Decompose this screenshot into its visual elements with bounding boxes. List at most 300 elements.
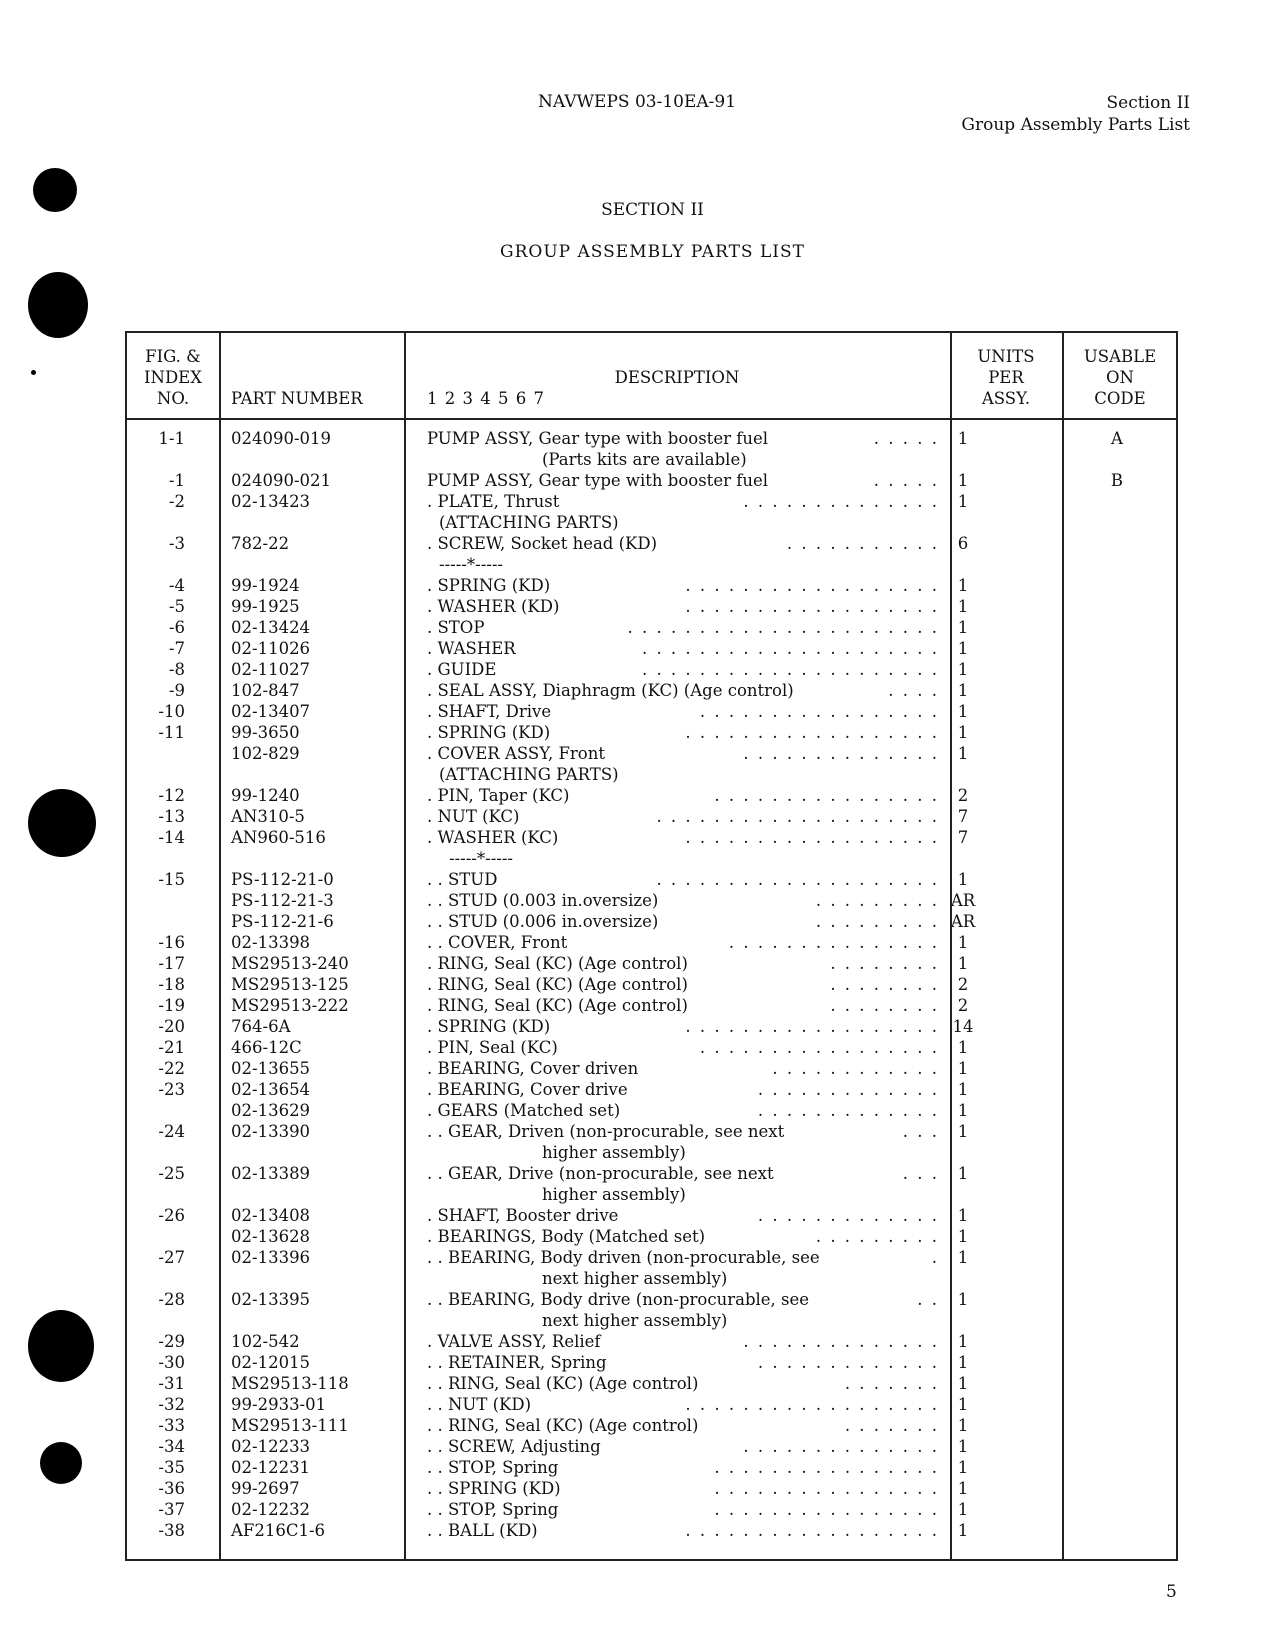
units-per-assy: 1 (957, 1038, 969, 1057)
part-number: 02-11027 (231, 660, 311, 679)
leader-dots: . (931, 1248, 939, 1267)
description (427, 743, 939, 764)
description-text: -----*----- (439, 555, 504, 574)
description (427, 1457, 939, 1478)
table-row (127, 1520, 1176, 1541)
part-number: 99-1240 (231, 786, 300, 805)
units-per-assy: 1 (957, 933, 969, 952)
table-row (127, 848, 1176, 869)
table-row (127, 974, 1176, 995)
index-number: -1 (168, 471, 185, 490)
punch-hole (40, 1442, 82, 1484)
description (427, 1352, 939, 1373)
description (427, 701, 939, 722)
description-text: . . SCREW, Adjusting (427, 1437, 601, 1456)
leader-dots: . . . . . . . . . . . (786, 534, 939, 553)
leader-dots: . . . . . . . . . . . . . (757, 1101, 939, 1120)
description (427, 596, 939, 617)
units-per-assy: 1 (957, 1206, 969, 1225)
description (427, 1163, 939, 1184)
description-text: . RING, Seal (KC) (Age control) (427, 954, 688, 973)
description-text: next higher assembly) (542, 1269, 728, 1288)
leader-dots: . . . . . . . . . . . . . . . . . . (685, 828, 939, 847)
description (427, 512, 939, 533)
description (427, 1121, 939, 1142)
table-row (127, 722, 1176, 743)
description-text: (ATTACHING PARTS) (439, 513, 619, 532)
index-number: -37 (158, 1500, 185, 1519)
units-per-assy: 1 (957, 744, 969, 763)
table-row (127, 1100, 1176, 1121)
description (427, 764, 939, 785)
units-per-assy: 1 (957, 1122, 969, 1141)
description (427, 1478, 939, 1499)
table-row (127, 533, 1176, 554)
index-number: -24 (158, 1122, 185, 1141)
leader-dots: . . . . . . . . . (815, 912, 939, 931)
description (427, 533, 939, 554)
leader-dots: . . . . . . . . . . . . (772, 1059, 939, 1078)
description (427, 1058, 939, 1079)
description-text: . . COVER, Front (427, 933, 568, 952)
part-number: 02-13395 (231, 1290, 311, 1309)
part-number: 024090-021 (231, 471, 332, 490)
description (427, 575, 939, 596)
table-row (127, 1268, 1176, 1289)
description-text: . WASHER (427, 639, 516, 658)
part-number: 102-847 (231, 681, 300, 700)
table-row (127, 1184, 1176, 1205)
table-row (127, 827, 1176, 848)
part-number: MS29513-111 (231, 1416, 349, 1435)
index-number: -2 (168, 492, 185, 511)
description-text: . BEARING, Cover drive (427, 1080, 628, 1099)
description-text: . . RETAINER, Spring (427, 1353, 607, 1372)
description-text: . . NUT (KD) (427, 1395, 532, 1414)
leader-dots: . . . . . (873, 471, 939, 490)
leader-dots: . . . . . . . . (830, 996, 939, 1015)
description-text: . GEARS (Matched set) (427, 1101, 621, 1120)
description (427, 974, 939, 995)
page-number: 5 (1166, 1582, 1177, 1602)
table-row (127, 1373, 1176, 1394)
table-row (127, 1499, 1176, 1520)
units-per-assy: 1 (957, 1353, 969, 1372)
index-number: -11 (158, 723, 185, 742)
description-text: . BEARING, Cover driven (427, 1059, 639, 1078)
leader-dots: . . . . . . . . . . . . . . . . . . (685, 597, 939, 616)
description (427, 1142, 939, 1163)
leader-dots: . . . . . . . . . . . . . . . . . . (685, 1017, 939, 1036)
description-text: . SPRING (KD) (427, 576, 551, 595)
part-number: AF216C1-6 (231, 1521, 326, 1540)
table-row (127, 1310, 1176, 1331)
header-description: DESCRIPTION (614, 368, 740, 387)
leader-dots: . . . . . . . . . . . . . . (743, 1332, 939, 1351)
table-row (127, 701, 1176, 722)
index-number: -13 (158, 807, 185, 826)
units-per-assy: 14 (952, 1017, 974, 1036)
units-per-assy: 1 (957, 1521, 969, 1540)
leader-dots: . . . . . . . (844, 1416, 939, 1435)
header-units-per-assy: UNITS PER ASSY. (977, 347, 1035, 408)
table-row (127, 1121, 1176, 1142)
units-per-assy: 1 (957, 1227, 969, 1246)
description-text: . PLATE, Thrust (427, 492, 560, 511)
part-number: 02-13407 (231, 702, 311, 721)
description (427, 1520, 939, 1541)
index-number: -33 (158, 1416, 185, 1435)
table-row (127, 1457, 1176, 1478)
table-row (127, 1415, 1176, 1436)
table-row (127, 680, 1176, 701)
table-row (127, 785, 1176, 806)
description (427, 785, 939, 806)
leader-dots: . . (917, 1290, 939, 1309)
units-per-assy: 2 (957, 786, 969, 805)
table-row (127, 1205, 1176, 1226)
description-text: . PIN, Seal (KC) (427, 1038, 558, 1057)
description-text: . SPRING (KD) (427, 1017, 551, 1036)
part-number: PS-112-21-3 (231, 891, 334, 910)
index-number: -4 (168, 576, 185, 595)
leader-dots: . . . . (888, 681, 939, 700)
leader-dots: . . . (902, 1122, 939, 1141)
leader-dots: . . . . . . . . . . . . . . . . . (699, 1038, 939, 1057)
units-per-assy: 1 (957, 597, 969, 616)
units-per-assy: 1 (957, 1101, 969, 1120)
description (427, 869, 939, 890)
description (427, 806, 939, 827)
index-number: -27 (158, 1248, 185, 1267)
description (427, 1289, 939, 1310)
leader-dots: . . . . . . . . . (815, 1227, 939, 1246)
table-row (127, 617, 1176, 638)
units-per-assy: 1 (957, 723, 969, 742)
units-per-assy: 1 (957, 618, 969, 637)
part-number: 02-11026 (231, 639, 311, 658)
part-number: 02-13396 (231, 1248, 311, 1267)
leader-dots: . . . . . . . . . . . . . . . . . . . . . . (627, 618, 939, 637)
index-number: -22 (158, 1059, 185, 1078)
index-number: -6 (168, 618, 185, 637)
description (427, 1016, 939, 1037)
units-per-assy: 1 (957, 1164, 969, 1183)
description-text: higher assembly) (542, 1143, 686, 1162)
description (427, 1499, 939, 1520)
leader-dots: . . . . . . . . . . . . . . (743, 1437, 939, 1456)
leader-dots: . . . . . . . . . . . . . . . . . . . . . (641, 639, 939, 658)
part-number: MS29513-222 (231, 996, 349, 1015)
description (427, 491, 939, 512)
units-per-assy: 1 (957, 492, 969, 511)
part-number: 024090-019 (231, 429, 332, 448)
part-number: 02-13655 (231, 1059, 311, 1078)
index-number: -18 (158, 975, 185, 994)
header-index: FIG. & INDEX NO. (144, 347, 202, 408)
description-text: . SHAFT, Drive (427, 702, 552, 721)
description (427, 1436, 939, 1457)
part-number: 99-2697 (231, 1479, 300, 1498)
table-row (127, 1037, 1176, 1058)
header-part-number: PART NUMBER (231, 389, 363, 408)
index-number: -3 (168, 534, 185, 553)
index-number: -19 (158, 996, 185, 1015)
leader-dots: . . . . . . . . . . . . . . . . (714, 1479, 939, 1498)
table-row (127, 1436, 1176, 1457)
index-number: -23 (158, 1080, 185, 1099)
description-text: . SEAL ASSY, Diaphragm (KC) (Age control) (427, 681, 794, 700)
units-per-assy: 1 (957, 1458, 969, 1477)
part-number: 99-1925 (231, 597, 300, 616)
units-per-assy: 2 (957, 975, 969, 994)
description-text: . . BEARING, Body driven (non-procurable, see (427, 1248, 820, 1267)
table-body (127, 428, 1176, 1541)
table-row (127, 995, 1176, 1016)
description (427, 554, 939, 575)
running-header (961, 92, 1190, 136)
table-row (127, 1163, 1176, 1184)
index-number: -36 (158, 1479, 185, 1498)
part-number: 466-12C (231, 1038, 302, 1057)
units-per-assy: 1 (957, 471, 969, 490)
description-text: higher assembly) (542, 1185, 686, 1204)
description (427, 638, 939, 659)
leader-dots: . . . . . . . . . . . . . . . . (714, 1500, 939, 1519)
leader-dots: . . . . . (873, 429, 939, 448)
section-label: Section II (1106, 93, 1190, 113)
table-row (127, 1352, 1176, 1373)
units-per-assy: 1 (957, 429, 969, 448)
units-per-assy: 1 (957, 1416, 969, 1435)
description-text: PUMP ASSY, Gear type with booster fuel (427, 471, 768, 490)
index-number: -29 (158, 1332, 185, 1351)
units-per-assy: 1 (957, 1479, 969, 1498)
part-number: 99-1924 (231, 576, 300, 595)
description-text: . . GEAR, Driven (non-procurable, see next (427, 1122, 785, 1141)
table-row (127, 596, 1176, 617)
description-text: . VALVE ASSY, Relief (427, 1332, 601, 1351)
description (427, 995, 939, 1016)
page-title: GROUP ASSEMBLY PARTS LIST (500, 242, 805, 262)
units-per-assy: 6 (957, 534, 969, 553)
index-number: -38 (158, 1521, 185, 1540)
header-divider (127, 418, 1176, 420)
description (427, 848, 939, 869)
index-number: -26 (158, 1206, 185, 1225)
table-row (127, 764, 1176, 785)
description (427, 1415, 939, 1436)
table-row (127, 1058, 1176, 1079)
index-number: -10 (158, 702, 185, 721)
leader-dots: . . . . . . . . (830, 975, 939, 994)
leader-dots: . . . . . . . . . . . . . . (743, 492, 939, 511)
document-number: NAVWEPS 03-10EA-91 (538, 92, 737, 112)
units-per-assy: 1 (957, 1080, 969, 1099)
punch-hole (28, 272, 88, 338)
table-row (127, 554, 1176, 575)
leader-dots: . . . . . . . . (830, 954, 939, 973)
table-row (127, 1478, 1176, 1499)
description (427, 1310, 939, 1331)
units-per-assy: 1 (957, 1395, 969, 1414)
part-number: 02-13424 (231, 618, 311, 637)
description (427, 911, 939, 932)
units-per-assy: 7 (957, 828, 969, 847)
leader-dots: . . . . . . . . . . . . . . . . (714, 786, 939, 805)
part-number: 02-13389 (231, 1164, 311, 1183)
leader-dots: . . . . . . . . . . . . . . . . (714, 1458, 939, 1477)
part-number: 02-13654 (231, 1080, 311, 1099)
index-number: -35 (158, 1458, 185, 1477)
table-row (127, 449, 1176, 470)
table-row (127, 911, 1176, 932)
units-per-assy: 1 (957, 1332, 969, 1351)
table-row (127, 1079, 1176, 1100)
table-row (127, 428, 1176, 449)
index-number: -5 (168, 597, 185, 616)
part-number: PS-112-21-6 (231, 912, 334, 931)
index-number: -30 (158, 1353, 185, 1372)
index-number: -12 (158, 786, 185, 805)
description-text: . RING, Seal (KC) (Age control) (427, 975, 688, 994)
usable-on-code: B (1110, 471, 1124, 490)
description (427, 722, 939, 743)
header-usable-on-code: USABLE ON CODE (1083, 347, 1157, 408)
description (427, 1226, 939, 1247)
table-row (127, 1226, 1176, 1247)
description-text: . GUIDE (427, 660, 497, 679)
units-per-assy: 1 (957, 954, 969, 973)
description-text: (ATTACHING PARTS) (439, 765, 619, 784)
table-row (127, 659, 1176, 680)
index-number: -20 (158, 1017, 185, 1036)
description-text: . . STUD (0.003 in.oversize) (427, 891, 659, 910)
leader-dots: . . . . . . . . . . . . . . . . . . (685, 1521, 939, 1540)
description (427, 932, 939, 953)
part-number: 02-12231 (231, 1458, 311, 1477)
description-text: . . STUD (0.006 in.oversize) (427, 912, 659, 931)
units-per-assy: 1 (957, 1500, 969, 1519)
units-per-assy: 1 (957, 681, 969, 700)
leader-dots: . . . . . . . . . . . . . . . . . (699, 702, 939, 721)
table-row (127, 1331, 1176, 1352)
table-row (127, 491, 1176, 512)
description-text: . SPRING (KD) (427, 723, 551, 742)
table-row (127, 470, 1176, 491)
leader-dots: . . . . . . . (844, 1374, 939, 1393)
description (427, 827, 939, 848)
part-number: 02-13398 (231, 933, 311, 952)
section-subtitle: Group Assembly Parts List (961, 115, 1190, 135)
description (427, 470, 939, 491)
index-number: -34 (158, 1437, 185, 1456)
index-number: -8 (168, 660, 185, 679)
units-per-assy: 1 (957, 576, 969, 595)
part-number: MS29513-118 (231, 1374, 349, 1393)
units-per-assy: 1 (957, 1374, 969, 1393)
index-number: -17 (158, 954, 185, 973)
leader-dots: . . . . . . . . . . . . . . . . . . . . . (641, 660, 939, 679)
description (427, 1100, 939, 1121)
leader-dots: . . . . . . . . . . . . . (757, 1080, 939, 1099)
part-number: AN960-516 (231, 828, 326, 847)
leader-dots: . . . . . . . . . . . . . . (743, 744, 939, 763)
part-number: 102-542 (231, 1332, 300, 1351)
description-text: (Parts kits are available) (542, 450, 747, 469)
description-text: . NUT (KC) (427, 807, 520, 826)
description-text: . . STOP, Spring (427, 1458, 559, 1477)
part-number: 02-12015 (231, 1353, 311, 1372)
description-text: . . RING, Seal (KC) (Age control) (427, 1416, 699, 1435)
leader-dots: . . . (902, 1164, 939, 1183)
part-number: 02-13408 (231, 1206, 311, 1225)
part-number: 02-13628 (231, 1227, 311, 1246)
index-number: -7 (168, 639, 185, 658)
description-text: . STOP (427, 618, 485, 637)
table-row (127, 890, 1176, 911)
table-row (127, 1289, 1176, 1310)
description-text: . . BALL (KD) (427, 1521, 538, 1540)
description-text: . SCREW, Socket head (KD) (427, 534, 658, 553)
description (427, 1373, 939, 1394)
table-row (127, 512, 1176, 533)
part-number: 02-12232 (231, 1500, 311, 1519)
description (427, 680, 939, 701)
leader-dots: . . . . . . . . . (815, 891, 939, 910)
index-number: -16 (158, 933, 185, 952)
description (427, 1394, 939, 1415)
part-number: MS29513-125 (231, 975, 349, 994)
description-text: PUMP ASSY, Gear type with booster fuel (427, 429, 768, 448)
part-number: 102-829 (231, 744, 300, 763)
description-text: . . STOP, Spring (427, 1500, 559, 1519)
table-row (127, 869, 1176, 890)
table-row (127, 575, 1176, 596)
index-number: -14 (158, 828, 185, 847)
index-number: -15 (158, 870, 185, 889)
description (427, 1079, 939, 1100)
punch-hole (28, 1310, 94, 1382)
description (427, 428, 939, 449)
index-number: -31 (158, 1374, 185, 1393)
part-number: 02-12233 (231, 1437, 311, 1456)
description (427, 449, 939, 470)
punch-hole (28, 789, 96, 857)
section-heading: SECTION II (601, 200, 704, 220)
punch-hole (31, 370, 36, 375)
description-text: . BEARINGS, Body (Matched set) (427, 1227, 706, 1246)
part-number: MS29513-240 (231, 954, 349, 973)
leader-dots: . . . . . . . . . . . . . . . . . . (685, 1395, 939, 1414)
units-per-assy: 7 (957, 807, 969, 826)
table-row (127, 638, 1176, 659)
header-indent-levels: 1 2 3 4 5 6 7 (427, 389, 544, 408)
table-row (127, 743, 1176, 764)
description-text: . . SPRING (KD) (427, 1479, 561, 1498)
units-per-assy: 1 (957, 1248, 969, 1267)
leader-dots: . . . . . . . . . . . . . . . . . . . . (656, 807, 939, 826)
table-row (127, 1394, 1176, 1415)
description-text: . WASHER (KD) (427, 597, 560, 616)
description (427, 1268, 939, 1289)
parts-table (125, 331, 1178, 1561)
description (427, 1184, 939, 1205)
units-per-assy: AR (950, 912, 976, 931)
units-per-assy: AR (950, 891, 976, 910)
usable-on-code: A (1111, 429, 1123, 448)
part-number: 02-13423 (231, 492, 311, 511)
